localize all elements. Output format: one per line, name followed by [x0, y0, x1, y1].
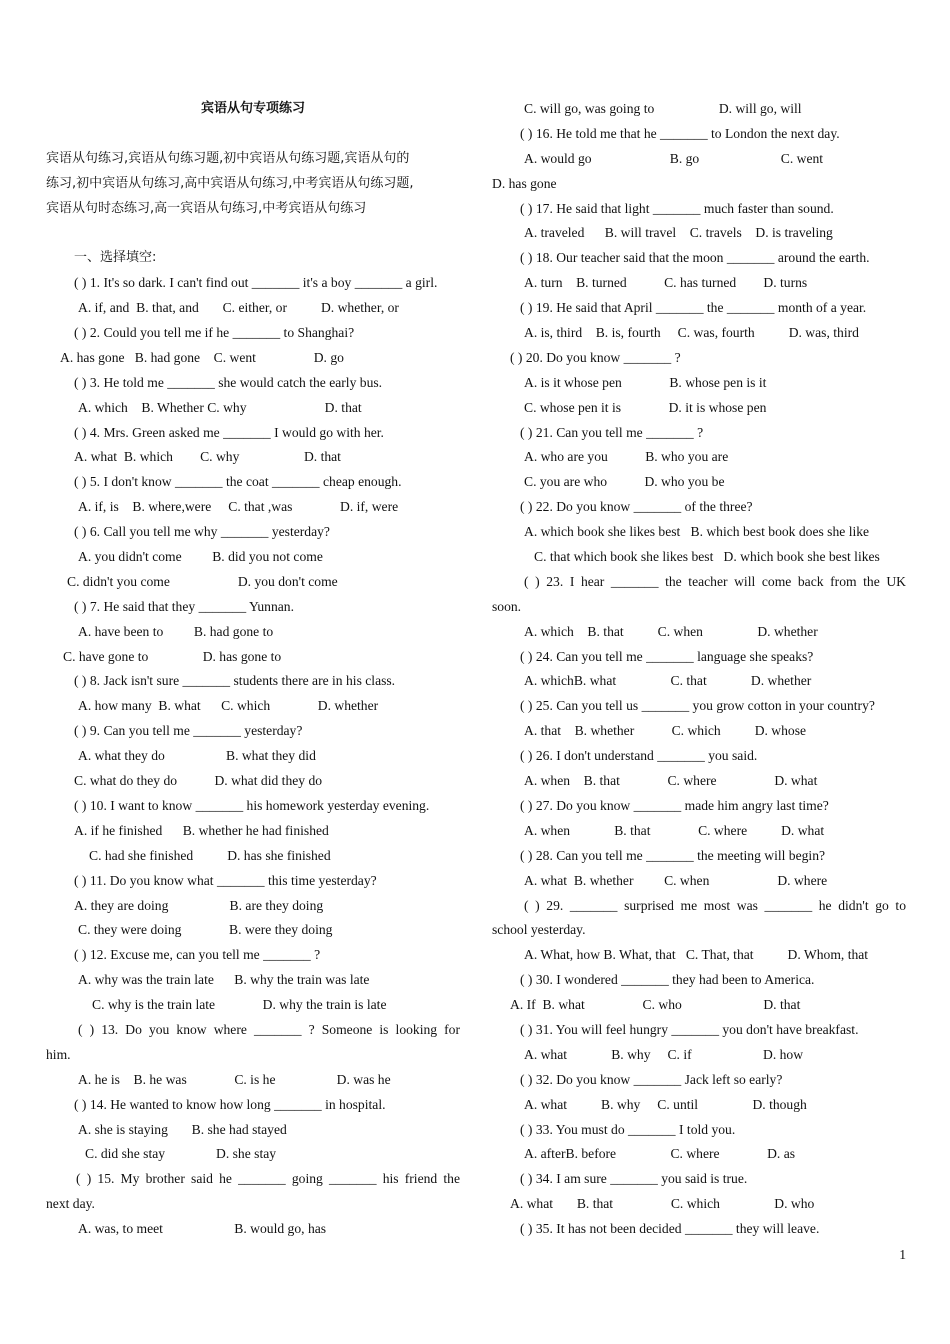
question-line: A. what they do B. what they did	[78, 748, 316, 764]
question-line: A. that B. whether C. which D. whose	[524, 723, 807, 739]
question-line: A. is, third B. is, fourth C. was, fourth D. was, third	[524, 325, 859, 341]
question-line: A. what B. why C. until D. though	[524, 1096, 807, 1112]
question-line: A. she is staying B. she had stayed	[78, 1121, 287, 1137]
question-line: ( ) 5. I don't know _______ the coat _______ cheap enough.	[74, 474, 402, 490]
question-line: A. how many B. what C. which D. whether	[78, 698, 379, 714]
question-line: C. will go, was going to D. will go, will	[524, 101, 802, 116]
question-line: school yesterday.	[492, 922, 586, 938]
question-line: ( ) 12. Excuse me, can you tell me _______ ?	[74, 947, 321, 963]
question-line: ( ) 20. Do you know _______ ?	[510, 349, 681, 365]
question-line: A. what B. whether C. when D. where	[524, 872, 828, 888]
question-line: ( ) 7. He said that they _______ Yunnan.	[74, 598, 294, 614]
question-line: A. which B. Whether C. why D. that	[78, 399, 362, 415]
question-line: A. what B. which C. why D. that	[74, 449, 341, 465]
question-line: ( ) 33. You must do _______ I told you.	[520, 1121, 736, 1137]
question-line: ( ) 17. He said that light _______ much faster than sound.	[520, 200, 834, 216]
question-line: A. if, is B. where,were C. that ,was D. if, were	[78, 499, 399, 515]
question-line: ( ) 29. _______ surprised me most was _______ he didn't go to	[524, 897, 906, 913]
question-line: A. is it whose pen B. whose pen is it	[524, 374, 767, 390]
question-line: ( ) 2. Could you tell me if he _______ to Shanghai?	[74, 325, 355, 341]
question-line: ( ) 30. I wondered _______ they had been to America.	[520, 972, 815, 988]
question-line: ( ) 21. Can you tell me _______ ?	[520, 424, 704, 440]
question-line: C. didn't you come D. you don't come	[67, 573, 338, 589]
question-line: ( ) 4. Mrs. Green asked me _______ I would go with her.	[74, 424, 384, 440]
question-line: ( ) 32. Do you know _______ Jack left so early?	[520, 1071, 783, 1087]
question-line: C. they were doing B. were they doing	[78, 922, 333, 938]
page-title: 宾语从句专项练习	[200, 101, 305, 116]
question-line: A. why was the train late B. why the train was late	[78, 972, 370, 988]
question-line: C. what do they do D. what did they do	[74, 773, 323, 789]
question-line: C. had she finished D. has she finished	[89, 847, 331, 863]
question-line: ( ) 16. He told me that he _______ to London the next day.	[520, 125, 840, 141]
question-line: A. would go B. go C. went	[524, 150, 824, 166]
section-heading: 一、选择填空:	[74, 250, 157, 266]
right-question-list	[492, 97, 906, 1242]
question-line: C. you are who D. who you be	[524, 474, 725, 490]
question-line: ( ) 24. Can you tell me _______ language she speaks?	[520, 648, 814, 664]
intro-line-2: 练习,初中宾语从句练习,高中宾语从句练习,中考宾语从句练习题,	[46, 175, 414, 191]
question-line: ( ) 10. I want to know _______ his homework yesterday evening.	[74, 797, 430, 813]
question-line: ( ) 26. I don't understand _______ you said.	[520, 748, 758, 764]
question-line: soon.	[492, 598, 522, 614]
intro-line-3: 宾语从句时态练习,高一宾语从句练习,中考宾语从句练习	[46, 200, 367, 216]
question-line: ( ) 18. Our teacher said that the moon _______ around the earth.	[520, 250, 870, 266]
question-line: A. they are doing B. are they doing	[74, 897, 324, 913]
question-line: ( ) 1. It's so dark. I can't find out _______ it's a boy _______ a girl.	[74, 275, 438, 291]
page-number: 1	[899, 1247, 906, 1262]
question-line: ( ) 35. It has not been decided _______ they will leave.	[520, 1221, 820, 1237]
question-line: A. has gone B. had gone C. went D. go	[60, 349, 344, 365]
question-line: ( ) 27. Do you know _______ made him angry last time?	[520, 797, 829, 813]
question-line: A. what B. why C. if D. how	[524, 1046, 804, 1062]
question-line: ( ) 19. He said that April _______ the _______ month of a year.	[520, 300, 867, 316]
question-line: A. what B. that C. which D. who	[510, 1196, 815, 1212]
question-line: A. If B. what C. who D. that	[510, 997, 801, 1013]
question-line: A. who are you B. who you are	[524, 449, 729, 465]
question-line: A. afterB. before C. where D. as	[524, 1146, 796, 1162]
question-line: C. whose pen it is D. it is whose pen	[524, 399, 767, 415]
question-line: ( ) 9. Can you tell me _______ yesterday?	[74, 723, 303, 739]
blank-line	[46, 122, 460, 147]
intro-line-1: 宾语从句练习,宾语从句练习题,初中宾语从句练习题,宾语从句的	[46, 150, 410, 166]
question-line: ( ) 25. Can you tell us _______ you grow cotton in your country?	[520, 698, 875, 714]
question-line: A. turn B. turned C. has turned D. turns	[524, 275, 808, 291]
question-line: A. whichB. what C. that D. whether	[524, 673, 812, 689]
question-line: him.	[46, 1046, 71, 1062]
question-line: ( ) 31. You will feel hungry _______ you don't have breakfast.	[520, 1021, 859, 1037]
question-line: A. was, to meet B. would go, has	[78, 1221, 327, 1237]
question-line: A. have been to B. had gone to	[78, 623, 274, 639]
question-line: ( ) 23. I hear _______ the teacher will come back from the UK	[524, 573, 906, 589]
question-line: ( ) 3. He told me _______ she would catch the early bus.	[74, 374, 383, 390]
question-line: ( ) 8. Jack isn't sure _______ students there are in his class.	[74, 673, 396, 689]
question-line: A. which B. that C. when D. whether	[524, 623, 818, 639]
question-line: ( ) 15. My brother said he _______ going _______ his friend the	[76, 1171, 460, 1187]
question-line: ( ) 22. Do you know _______ of the three?	[520, 499, 753, 515]
question-line: A. traveled B. will travel C. travels D. is traveling	[524, 225, 833, 241]
question-line: C. why is the train late D. why the train is late	[92, 997, 387, 1013]
question-line: A. you didn't come B. did you not come	[78, 549, 323, 565]
question-line: ( ) 11. Do you know what _______ this time yesterday?	[74, 872, 377, 888]
question-line: D. has gone	[492, 175, 557, 191]
question-line: next day.	[46, 1196, 95, 1212]
question-line: A. What, how B. What, that C. That, that D. Whom, that	[524, 947, 869, 963]
question-line: A. when B. that C. where D. what	[524, 822, 825, 838]
question-line: C. have gone to D. has gone to	[63, 648, 282, 664]
left-column	[46, 97, 460, 1242]
question-line: ( ) 28. Can you tell me _______ the meeting will begin?	[520, 847, 826, 863]
question-line: A. which book she likes best B. which best book does she like	[524, 524, 870, 540]
question-line: C. that which book she likes best D. which book she best likes	[534, 549, 880, 565]
question-line: A. when B. that C. where D. what	[524, 773, 818, 789]
blank-line	[46, 221, 460, 246]
question-line: C. did she stay D. she stay	[85, 1146, 277, 1162]
question-line: ( ) 13. Do you know where _______ ? Someone is looking for	[78, 1021, 460, 1037]
question-line: A. he is B. he was C. is he D. was he	[78, 1071, 391, 1087]
question-line: A. if he finished B. whether he had finished	[74, 822, 329, 838]
question-line: A. if, and B. that, and C. either, or D. whether, or	[78, 300, 399, 316]
right-column	[492, 97, 906, 1242]
left-question-list	[46, 271, 460, 1242]
question-line: ( ) 34. I am sure _______ you said is true.	[520, 1171, 748, 1187]
question-line: ( ) 6. Call you tell me why _______ yesterday?	[74, 524, 330, 540]
question-line: ( ) 14. He wanted to know how long _______ in hospital.	[74, 1096, 386, 1112]
